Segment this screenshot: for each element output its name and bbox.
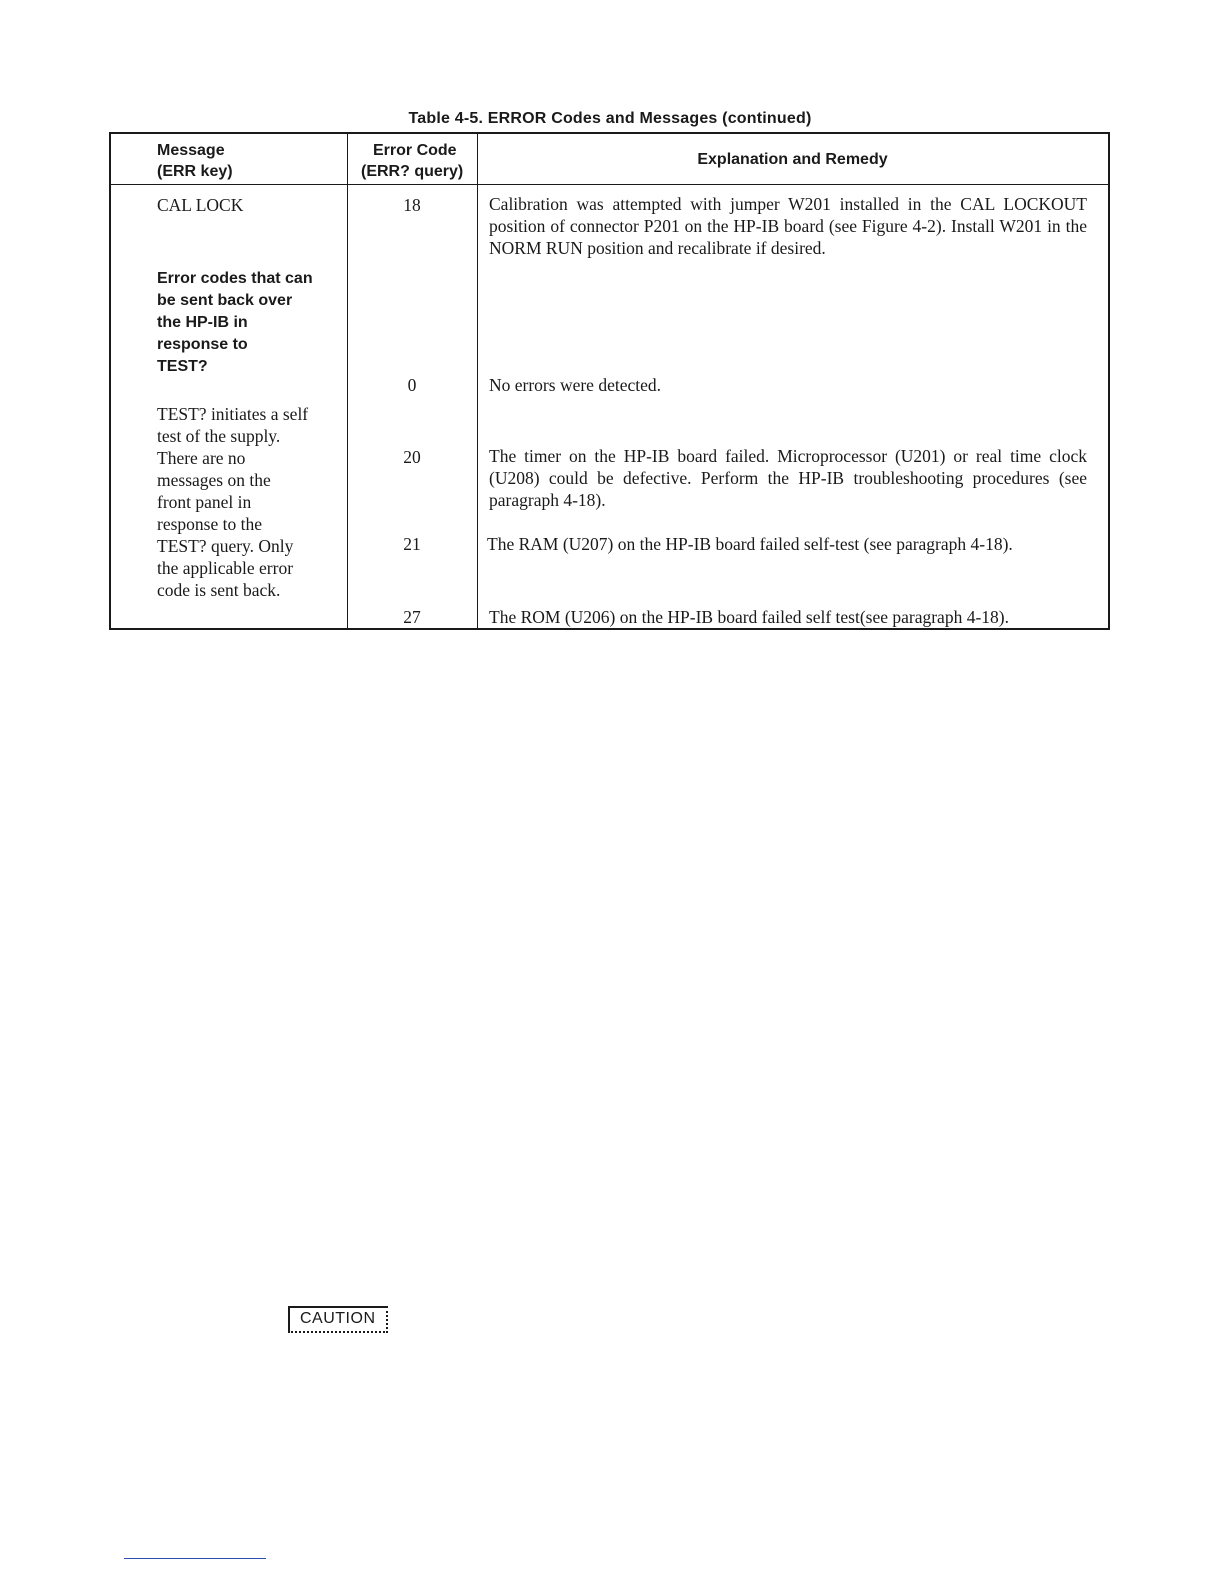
heading-line: Error codes that can [157, 270, 313, 287]
heading-line: TEST? [157, 358, 208, 375]
error-code-20: 20 [403, 447, 421, 467]
header-code-line: (ERR? query) [361, 163, 464, 180]
explanation-cal-lock: Calibration was attempted with jumper W201 installed in the CAL LOCKOUT position of connector P201 on the HP-IB board (see Figure 4-2). Install W201 in the NORM RUN position and recalibrate if desired. [489, 194, 1087, 258]
header-explanation: Explanation and Remedy [697, 151, 888, 168]
header-divider [111, 184, 1108, 185]
error-code-0: 0 [407, 375, 417, 395]
note-line: front panel in [157, 492, 252, 512]
heading-line: the HP-IB in [157, 314, 248, 331]
column-divider [477, 134, 478, 628]
note-line: response to the [157, 514, 262, 534]
note-line: the applicable error [157, 558, 294, 578]
heading-line: be sent back over [157, 292, 293, 309]
note-line: code is sent back. [157, 580, 281, 600]
heading-line: response to [157, 336, 248, 353]
error-code-18: 18 [403, 195, 421, 215]
error-code-27: 27 [403, 607, 421, 627]
error-code-21: 21 [403, 534, 421, 554]
header-message-line: Message [157, 142, 225, 159]
note-line: messages on the [157, 470, 271, 490]
explanation-code-20: The timer on the HP-IB board failed. Microprocessor (U201) or real time clock (U208) could be defective. Perform the HP-IB troubleshooting procedures (see paragraph 4-18). [489, 446, 1087, 510]
footer-rule [124, 1558, 266, 1559]
table-title: Table 4-5. ERROR Codes and Messages (continued) [408, 110, 812, 127]
header-message [157, 140, 233, 182]
message-cal-lock: CAL LOCK [157, 195, 244, 215]
explanation-code-0: No errors were detected. [489, 375, 661, 395]
error-codes-table [109, 132, 1110, 630]
explanation-code-27: The ROM (U206) on the HP-IB board failed self test(see paragraph 4-18). [489, 607, 1009, 627]
test-error-codes-heading [157, 268, 313, 378]
header-message-line: (ERR key) [157, 163, 233, 180]
note-line: There are no [157, 448, 246, 468]
note-line: TEST? query. Only [157, 536, 294, 556]
note-line: TEST? initiates a self [157, 404, 309, 424]
test-query-note [157, 403, 308, 601]
header-code-line: Error Code [373, 142, 457, 159]
note-line: test of the supply. [157, 426, 281, 446]
explanation-code-21: The RAM (U207) on the HP-IB board failed self-test (see paragraph 4-18). [487, 534, 1013, 554]
caution-label: CAUTION [288, 1306, 388, 1333]
header-error-code [361, 140, 463, 182]
